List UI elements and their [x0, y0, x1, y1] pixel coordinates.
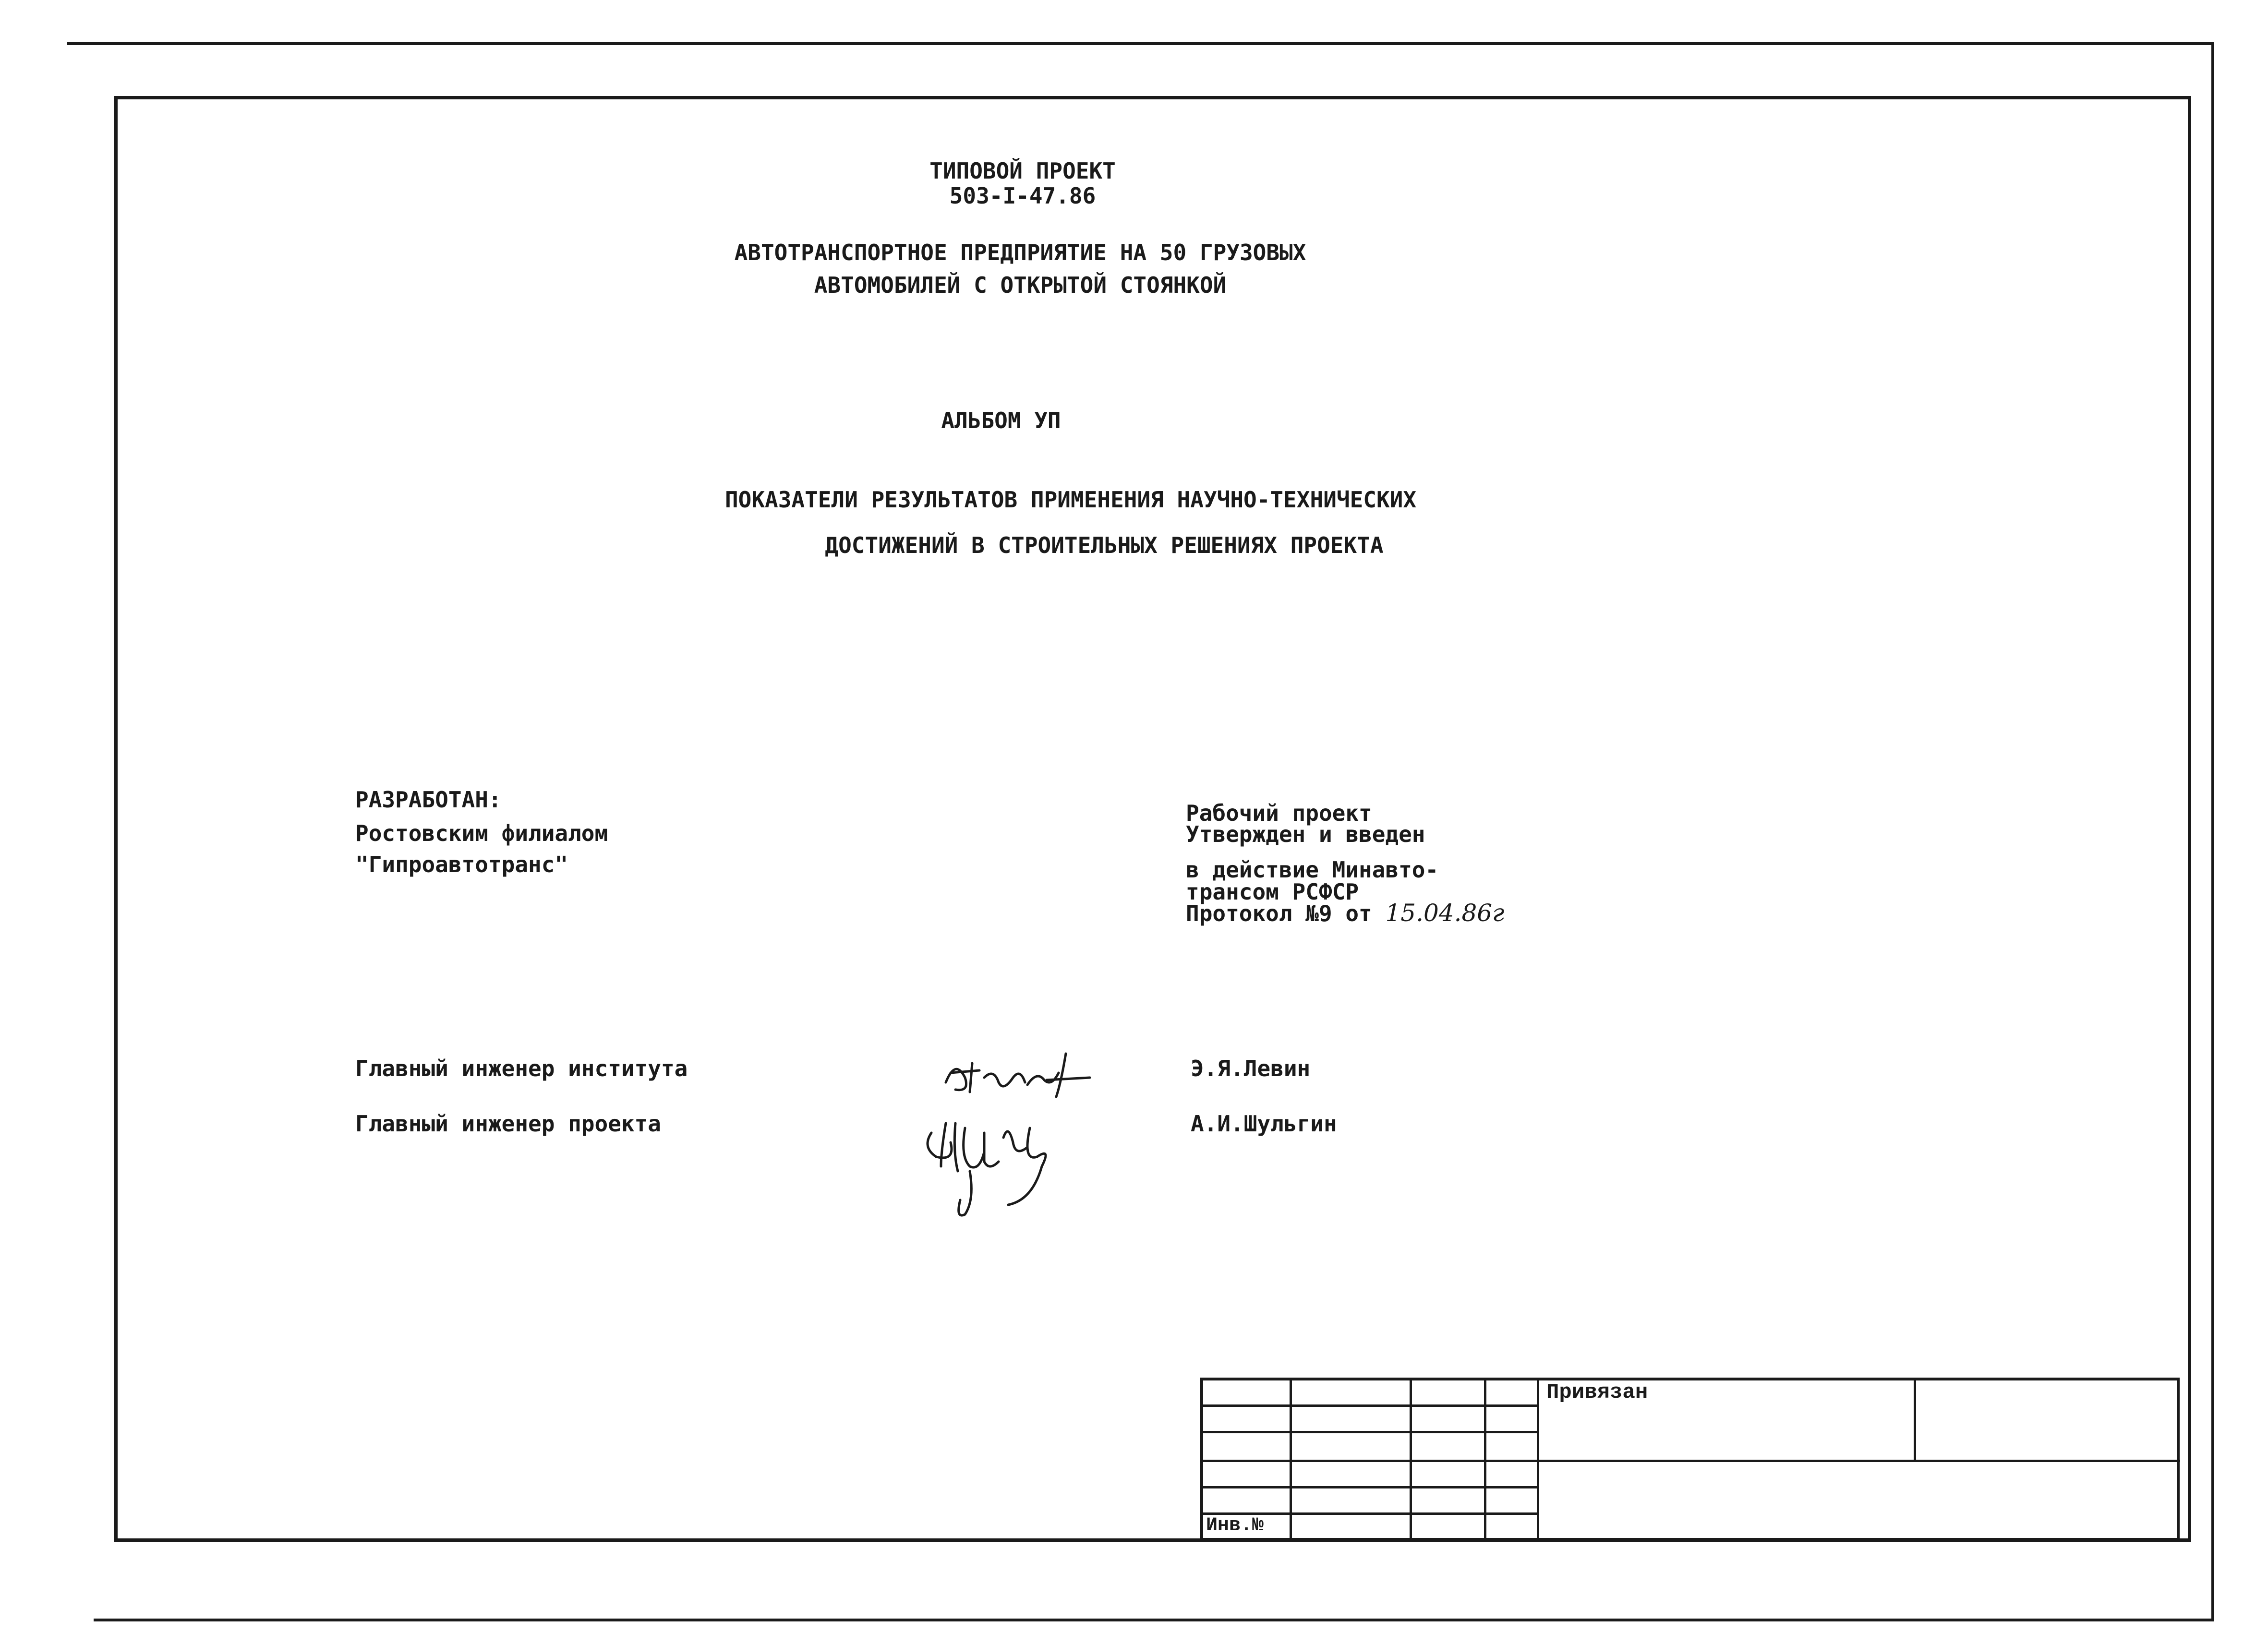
signature-name-2: А.И.Шульгин [1191, 1111, 1337, 1137]
approval-line-2: Утвержден и введен [1186, 821, 1425, 847]
developer-label: РАЗРАБОТАН: [355, 787, 502, 813]
signature-name-1: Э.Я.Левин [1191, 1056, 1311, 1081]
project-type: ТИПОВОЙ ПРОЕКТ [929, 158, 1116, 184]
stamp-inventory-label: Инв.№ [1206, 1515, 1264, 1536]
inner-frame [114, 96, 2191, 1542]
stamp-hline-1 [1203, 1404, 1539, 1407]
stamp-vline-5 [1914, 1380, 1916, 1462]
protocol-from: от [1345, 900, 1372, 926]
signature-role-1: Главный инженер института [355, 1056, 688, 1081]
approval-protocol [1186, 900, 1504, 926]
signature-mark-1-icon [936, 1044, 1128, 1106]
approval-line-1: Рабочий проект [1186, 800, 1372, 826]
signature-mark-2-icon [912, 1104, 1085, 1224]
stamp-hline-right [1537, 1460, 2180, 1462]
developer-line-2: "Гипроавтотранс" [355, 852, 568, 877]
project-number: 503-I-47.86 [949, 183, 1096, 209]
protocol-number: 9 [1318, 900, 1332, 926]
outer-top-border [67, 42, 2213, 45]
stamp-hline-3 [1203, 1460, 1539, 1462]
signature-role-2: Главный инженер проекта [355, 1111, 661, 1137]
title-line-2: АВТОМОБИЛЕЙ С ОТКРЫТОЙ СТОЯНКОЙ [814, 272, 1227, 298]
subtitle-line-2: ДОСТИЖЕНИЙ В СТРОИТЕЛЬНЫХ РЕШЕНИЯХ ПРОЕКТА [825, 532, 1384, 558]
developer-line-1: Ростовским филиалом [355, 820, 608, 846]
outer-right-border [2211, 42, 2214, 1621]
subtitle-line-1: ПОКАЗАТЕЛИ РЕЗУЛЬТАТОВ ПРИМЕНЕНИЯ НАУЧНО-ТЕХНИЧЕСКИХ [724, 487, 1417, 513]
stamp-hline-4 [1203, 1486, 1539, 1488]
approval-line-3: в действие Минавто- [1186, 857, 1439, 883]
outer-bottom-border [94, 1619, 2213, 1621]
approval-line-4: трансом РСФСР [1186, 879, 1359, 905]
stamp-linked-label: Привязан [1546, 1380, 1648, 1404]
stamp-block [1200, 1378, 2180, 1541]
protocol-prefix: Протокол № [1186, 900, 1319, 926]
album-label: АЛЬБОМ УП [941, 408, 1061, 433]
title-line-1: АВТОТРАНСПОРТНОЕ ПРЕДПРИЯТИЕ НА 50 ГРУЗОВЫХ [734, 240, 1306, 265]
stamp-hline-2 [1203, 1431, 1539, 1433]
protocol-date: 15.04.86г [1385, 899, 1505, 927]
